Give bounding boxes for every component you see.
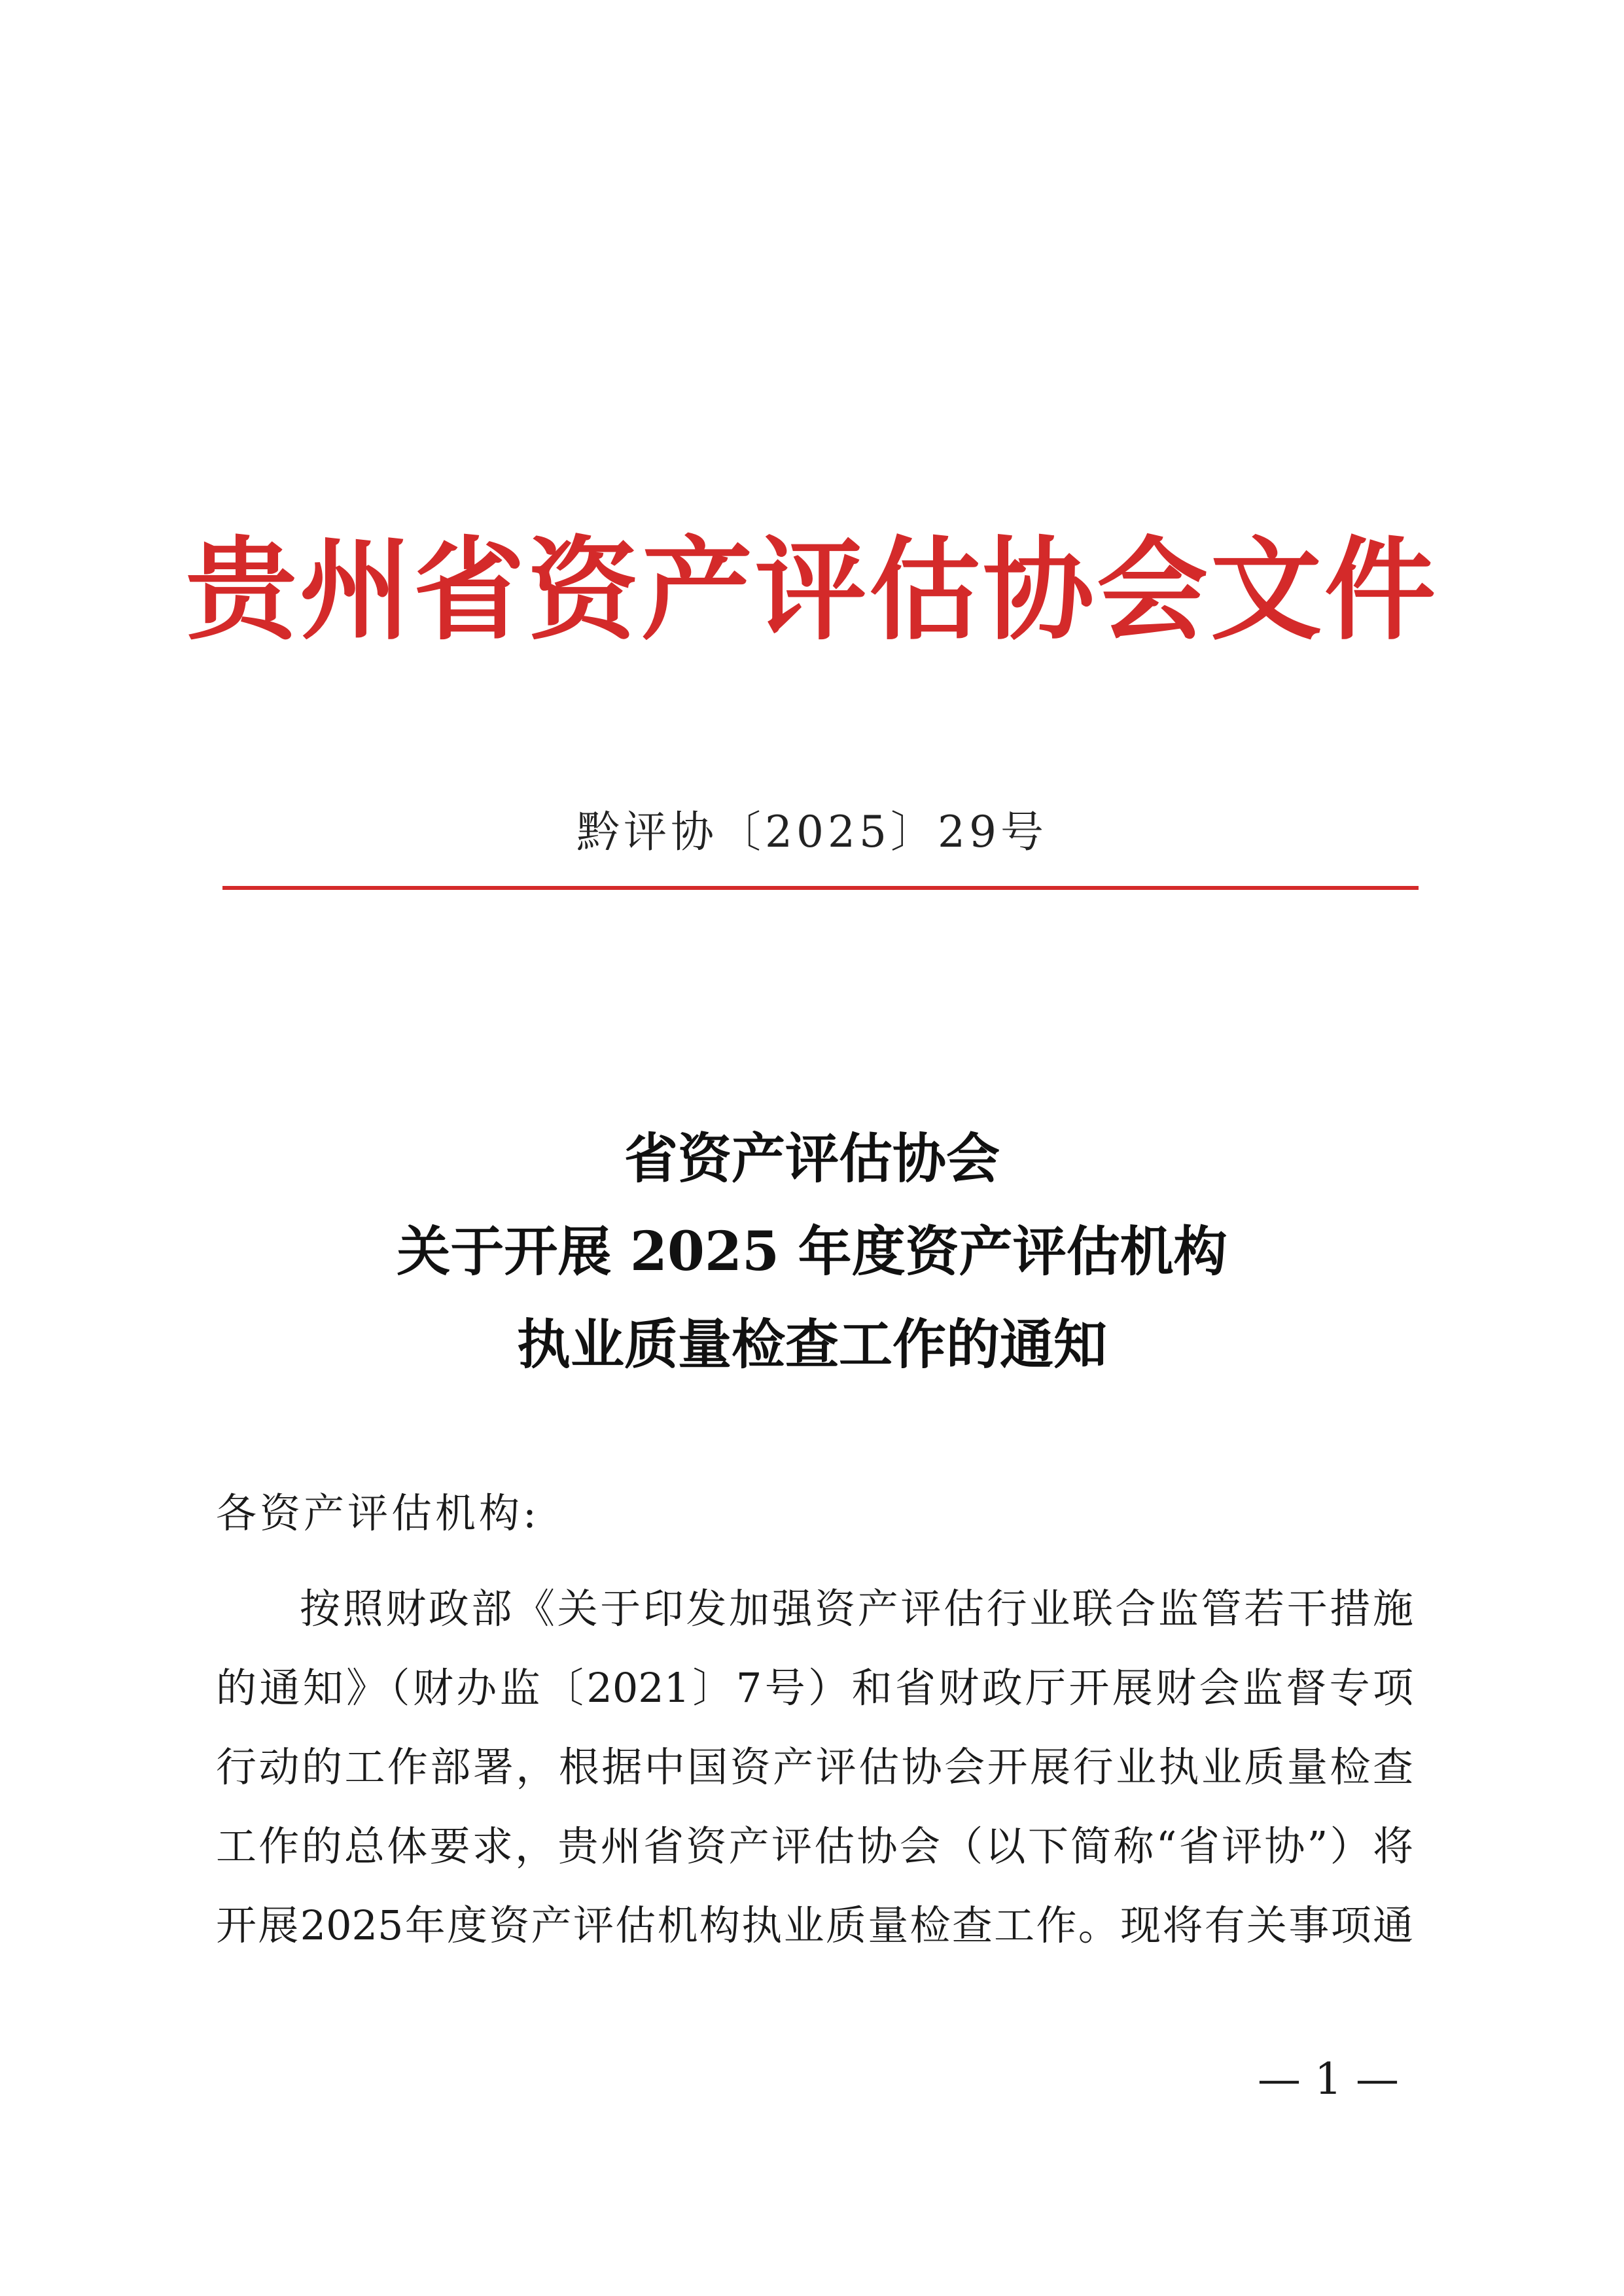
title-line-2: 关于开展 2025 年度资产评估机构 <box>397 1220 1227 1283</box>
body-line-1: 按照财政部《关于印发加强资产评估行业联合监管若干措施 <box>300 1585 1413 1633</box>
body-paragraph <box>216 1569 1413 1965</box>
document-number: 黔评协〔2025〕29号 <box>576 807 1048 857</box>
body-line-3: 行动的工作部署，根据中国资产评估协会开展行业执业质量检查 <box>216 1743 1413 1791</box>
body-line-2: 的通知》（财办监〔2021〕7号）和省财政厅开展财会监督专项 <box>216 1664 1413 1712</box>
red-divider-rule <box>222 886 1419 890</box>
title-line-1: 省资产评估协会 <box>624 1127 1000 1190</box>
body-line-5: 开展2025年度资产评估机构执业质量检查工作。现将有关事项通 <box>216 1901 1413 1949</box>
salutation: 各资产评估机构: <box>216 1489 540 1537</box>
title-line-3: 执业质量检查工作的通知 <box>516 1313 1107 1376</box>
notice-title <box>0 1112 1624 1391</box>
body-line-4: 工作的总体要求，贵州省资产评估协会（以下简称“省评协”）将 <box>216 1822 1413 1870</box>
masthead-title: 贵州省资产评估协会文件 <box>185 525 1438 656</box>
page-number: — 1 — <box>1258 2054 1399 2104</box>
